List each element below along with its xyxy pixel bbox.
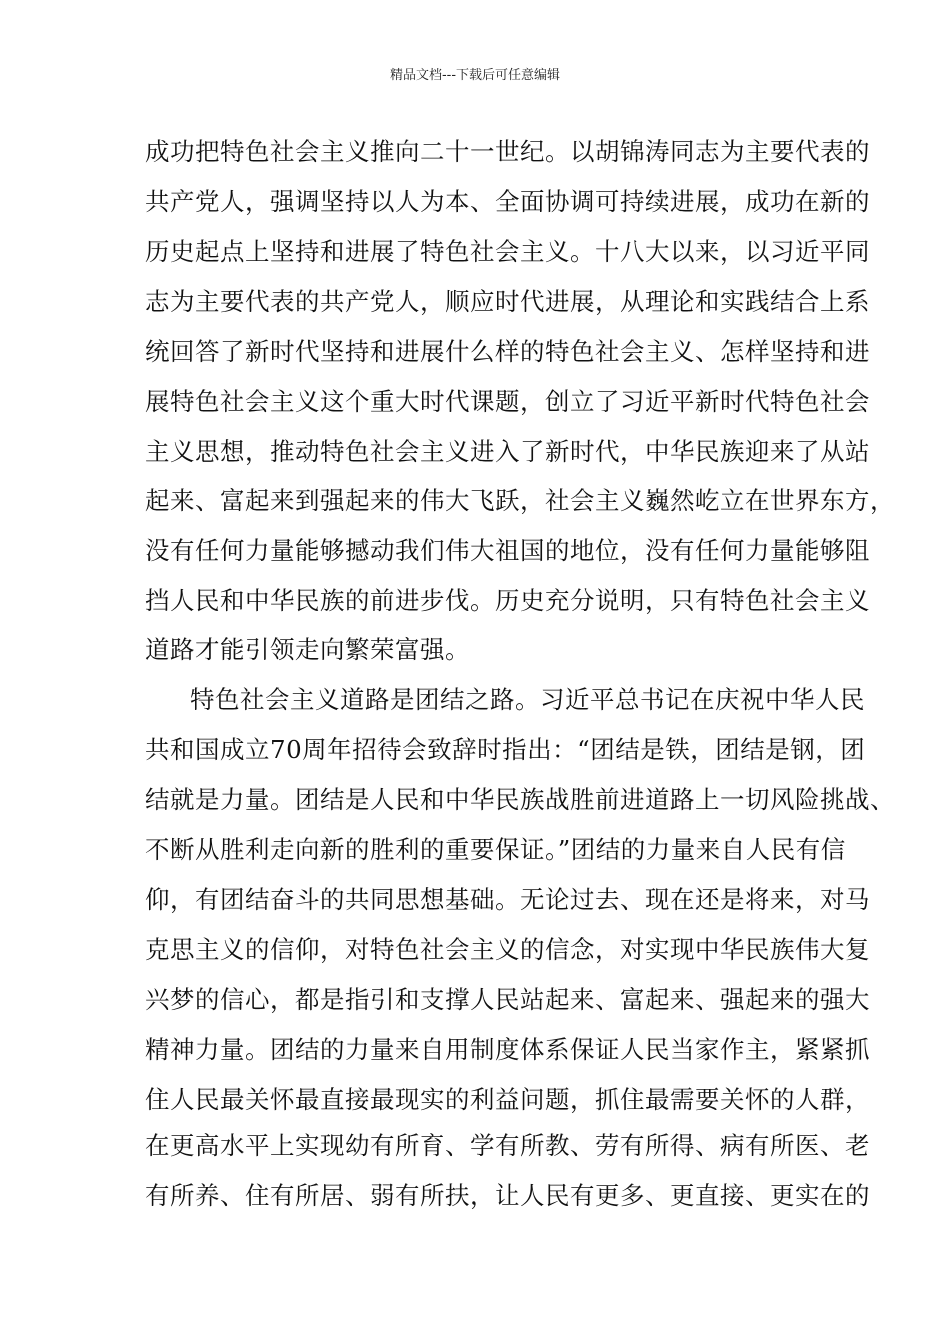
text-line: 历史起点上坚持和进展了特色社会主义。十八大以来，以习近平同	[145, 237, 870, 266]
text-line: 仰，有团结奋斗的共同思想基础。无论过去、现在还是将来，对马	[145, 885, 870, 914]
text-line: 住人民最关怀最直接最现实的利益问题，抓住最需要关怀的人群，	[145, 1085, 870, 1114]
text-line: 有所养、住有所居、弱有所扶，让人民有更多、更直接、更实在的	[145, 1181, 870, 1210]
text-line: 道路才能引领走向繁荣富强。	[145, 635, 470, 664]
text-line: 精神力量。团结的力量来自用制度体系保证人民当家作主，紧紧抓	[145, 1035, 870, 1064]
paragraph-first-line: 特色社会主义道路是团结之路。习近平总书记在庆祝中华人民	[190, 685, 865, 714]
text-line: 共产党人，强调坚持以人为本、全面协调可持续进展，成功在新的	[145, 187, 870, 216]
text-line: 展特色社会主义这个重大时代课题，创立了习近平新时代特色社会	[145, 387, 870, 416]
text-line: 没有任何力量能够撼动我们伟大祖国的地位，没有任何力量能够阻	[145, 536, 870, 565]
text-line: 在更高水平上实现幼有所育、学有所教、劳有所得、病有所医、老	[145, 1131, 870, 1160]
page-header: 精品文档---下载后可任意编辑	[389, 68, 561, 83]
text-line: 挡人民和中华民族的前进步伐。历史充分说明，只有特色社会主义	[145, 586, 870, 615]
text-line: 主义思想，推动特色社会主义进入了新时代，中华民族迎来了从站	[145, 437, 870, 466]
text-line: 成功把特色社会主义推向二十一世纪。以胡锦涛同志为主要代表的	[145, 137, 870, 166]
text-line: 结就是力量。团结是人民和中华民族战胜前进道路上一切风险挑战、	[145, 785, 895, 814]
text-line: 起来、富起来到强起来的伟大飞跃，社会主义巍然屹立在世界东方，	[145, 486, 895, 515]
text-line: 共和国成立70周年招待会致辞时指出：“团结是铁，团结是钢，团	[145, 735, 866, 764]
text-line: 统回答了新时代坚持和进展什么样的特色社会主义、怎样坚持和进	[145, 337, 870, 366]
text-line: 不断从胜利走向新的胜利的重要保证。”团结的力量来自人民有信	[145, 835, 846, 864]
text-line: 克思主义的信仰，对特色社会主义的信念，对实现中华民族伟大复	[145, 935, 870, 964]
text-line: 志为主要代表的共产党人，顺应时代进展，从理论和实践结合上系	[145, 287, 870, 316]
text-line: 兴梦的信心，都是指引和支撑人民站起来、富起来、强起来的强大	[145, 985, 870, 1014]
